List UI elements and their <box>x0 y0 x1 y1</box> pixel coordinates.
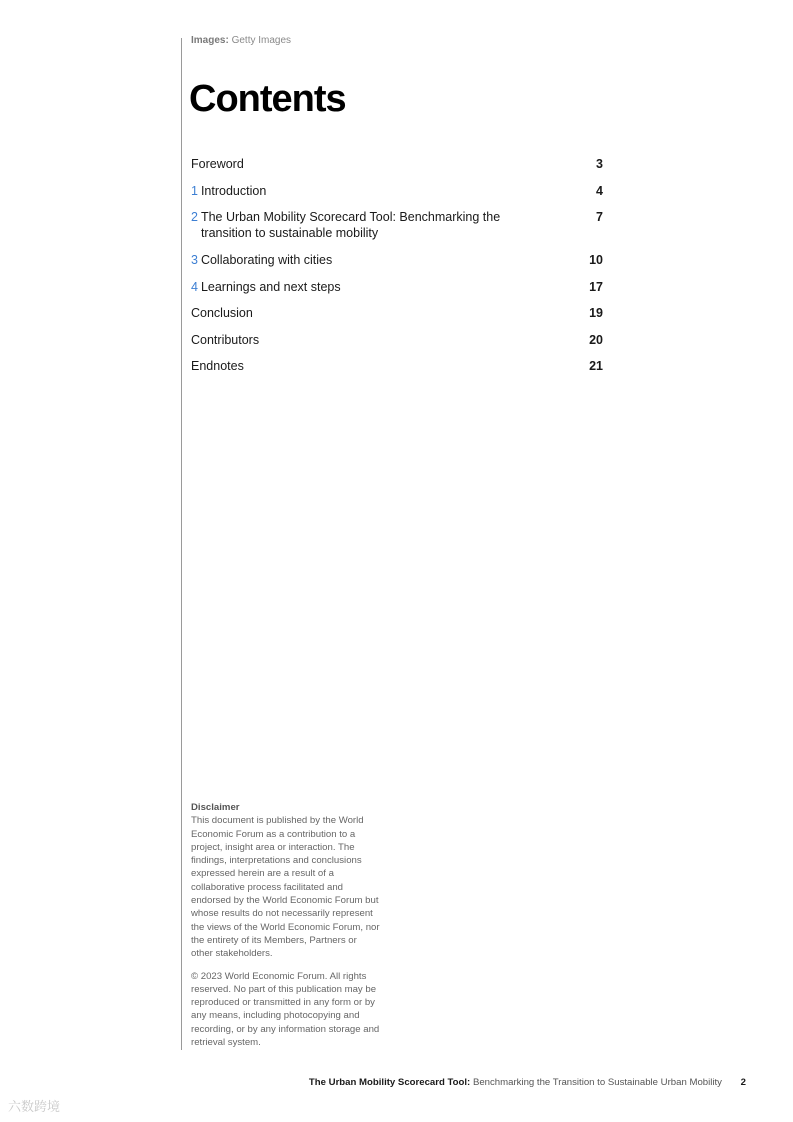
toc-entry[interactable] <box>191 252 603 268</box>
toc-entry-label <box>191 358 244 374</box>
toc-entry-page: 19 <box>589 306 603 320</box>
toc-entry-page: 10 <box>589 253 603 267</box>
toc-entry[interactable] <box>191 332 603 348</box>
toc-entry-text: Contributors <box>191 332 260 347</box>
toc-entry-page: 20 <box>589 332 603 347</box>
toc-entry-text: Learnings and next steps <box>200 279 341 294</box>
toc-entry-label <box>191 209 501 241</box>
toc-entry-label <box>191 252 332 268</box>
toc-entry-number: 3 <box>191 253 198 267</box>
page-footer <box>309 1077 746 1088</box>
image-credit-label: Images: <box>191 35 229 46</box>
toc-entry-label <box>191 183 266 199</box>
footer-title-rest: Benchmarking the Transition to Sustainable Urban Mobility <box>472 1077 722 1088</box>
disclaimer-title: Disclaimer <box>191 802 240 813</box>
footer-title-bold: The Urban Mobility Scorecard Tool: <box>308 1077 471 1088</box>
toc-entry-page: 21 <box>589 359 603 373</box>
toc-entry-text: The Urban Mobility Scorecard Tool: Benchmarking the transition to sustainable mobility <box>200 210 501 240</box>
toc-entry-text: Conclusion <box>191 306 253 320</box>
page-title: Contents <box>189 78 346 120</box>
toc-entry[interactable] <box>191 305 603 321</box>
toc-entry-text: Collaborating with cities <box>200 253 333 267</box>
toc-entry-page: 3 <box>596 157 603 171</box>
toc-entry-text: Foreword <box>191 157 244 171</box>
watermark-logo: 六数跨境 <box>8 1100 61 1115</box>
copyright-notice: © 2023 World Economic Forum. All rights reserved. No part of this publication may be reproduced or transmitted in any form or by any means, including photocopying and recording, or by any information storage and retrieval system. <box>191 970 380 1049</box>
image-credit <box>191 35 291 46</box>
footer-page-number: 2 <box>740 1077 746 1088</box>
image-credit-value: Getty Images <box>231 35 292 46</box>
toc-entry[interactable] <box>191 156 603 172</box>
toc-entry-number: 2 <box>191 210 198 224</box>
disclaimer <box>191 801 381 1058</box>
toc-entry[interactable] <box>191 279 603 295</box>
toc-entry-label <box>191 332 259 348</box>
toc-entry-label <box>191 279 341 295</box>
toc-entry-number: 4 <box>191 279 198 294</box>
toc-entry[interactable] <box>191 183 603 199</box>
toc-entry-page: 7 <box>596 210 603 224</box>
left-margin-rule <box>181 38 182 1050</box>
toc-entry[interactable] <box>191 209 603 241</box>
toc-entry-label <box>191 156 244 172</box>
table-of-contents <box>191 156 603 385</box>
toc-entry-page: 4 <box>596 183 603 198</box>
toc-entry-number: 1 <box>191 183 198 198</box>
toc-entry-page: 17 <box>589 279 603 294</box>
toc-entry-text: Endnotes <box>191 359 244 373</box>
toc-entry[interactable] <box>191 358 603 374</box>
disclaimer-body: This document is published by the World Economic Forum as a contribution to a project, insight area or interaction. The findings, interpretations and conclusions expressed herein are a result of a collaborative process facilitated and endorsed by the World Economic Forum but whose results do not necessarily represent the views of the World Economic Forum, nor the entirety of its Members, Partners or other stakeholders. <box>191 815 380 960</box>
toc-entry-text: Introduction <box>200 183 267 198</box>
toc-entry-label <box>191 305 253 321</box>
